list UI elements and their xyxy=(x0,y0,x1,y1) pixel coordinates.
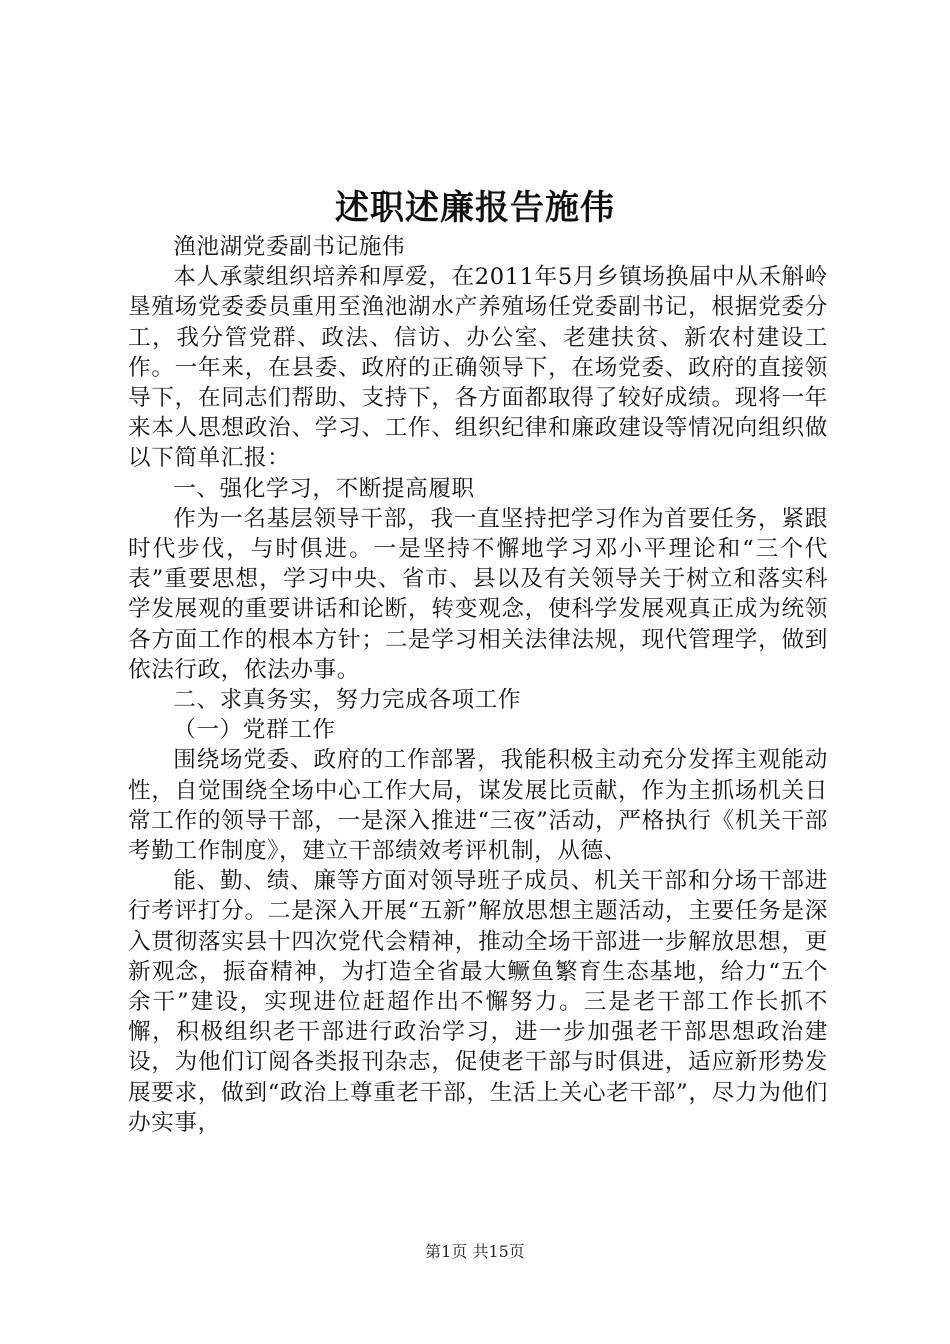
evaluation-paragraph: 能、勤、绩、廉等方面对领导班子成员、机关干部和分场干部进行考评打分。二是深入开展“五新”解放思想主题活动，主要任务是深入贯彻落实县十四次党代会精神，推动全场干部进一步解放思想，更新观念，振奋精神，为打造全省最大鳜鱼繁育生态基地，给力“五个余干”建设，实现进位赶超作出不懈努力。三是老干部工作长抓不懈，积极组织老干部进行政治学习，进一步加强老干部思想政治建设，为他们订阅各类报刊杂志，促使老干部与时俱进，适应新形势发展要求，做到“政治上尊重老干部，生活上关心老干部”，尽力为他们办实事， xyxy=(128,868,828,1136)
party-work-paragraph: 围绕场党委、政府的工作部署，我能积极主动充分发挥主观能动性，自觉围绕全场中心工作大局，谋发展比贡献，作为主抓场机关日常工作的领导干部，一是深入推进“三夜”活动，严格执行《机关干部考勤工作制度》，建立干部绩效考评机制，从德、 xyxy=(128,747,828,865)
subsection-heading-1: （一）党群工作 xyxy=(173,717,336,744)
author-line: 渔池湖党委副书记施伟 xyxy=(173,234,406,260)
page-number: 第1页 共15页 xyxy=(425,1242,525,1261)
document-title: 述职述廉报告施伟 xyxy=(335,188,615,228)
intro-paragraph: 本人承蒙组织培养和厚爱，在2011年5月乡镇场换届中从禾斛岭垦殖场党委委员重用至渔池湖水产养殖场任党委副书记，根据党委分工，我分管党群、政法、信访、办公室、老建扶贫、新农村建设工作。一年来，在县委、政府的正确领导下，在场党委、政府的直接领导下，在同志们帮助、支持下，各方面都取得了较好成绩。现将一年来本人思想政治、学习、工作、组织纪律和廉政建设等情况向组织做以下简单汇报： xyxy=(128,264,828,472)
document-body xyxy=(128,232,828,1138)
section-heading-2: 二、求真务实，努力完成各项工作 xyxy=(173,687,522,714)
study-paragraph: 作为一名基层领导干部，我一直坚持把学习作为首要任务，紧跟时代步伐，与时俱进。一是坚持不懈地学习邓小平理论和“三个代表”重要思想，学习中央、省市、县以及有关领导关于树立和落实科学发展观的重要讲话和论断，转变观念，使科学发展观真正成为统领各方面工作的根本方针；二是学习相关法律法规，现代管理学，做到依法行政，依法办事。 xyxy=(128,505,828,683)
section-heading-1: 一、强化学习，不断提高履职 xyxy=(173,475,475,502)
